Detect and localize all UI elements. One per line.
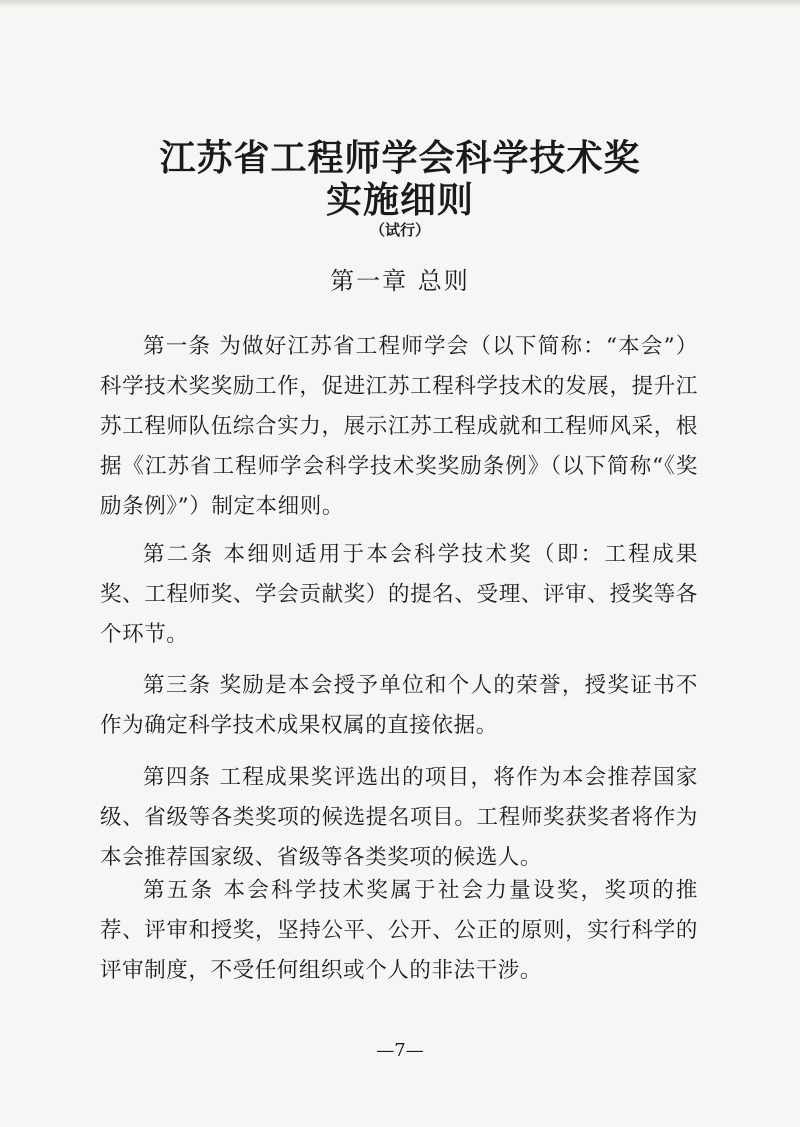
article-3: 第三条 奖励是本会授予单位和个人的荣誉，授奖证书不作为确定科学技术成果权属的直接依据。	[100, 672, 698, 738]
article-4: 第四条 工程成果奖评选出的项目，将作为本会推荐国家级、省级等各类奖项的候选提名项目。工程师奖获奖者将作为本会推荐国家级、省级等各类奖项的候选人。	[100, 764, 698, 870]
document-title-line2: 实施细则	[325, 179, 474, 221]
document-subtitle: （试行）	[369, 221, 430, 239]
document-title-line1: 江苏省工程师学会科学技术奖	[159, 137, 641, 179]
page-number: —7—	[376, 1040, 424, 1061]
chapter-heading: 第一章 总则	[330, 267, 470, 295]
article-2: 第二条 本细则适用于本会科学技术奖（即：工程成果奖、工程师奖、学会贡献奖）的提名、受理、评审、授奖等各个环节。	[100, 541, 698, 647]
article-1: 第一条 为做好江苏省工程师学会（以下简称：“本会”）科学技术奖奖励工作，促进江苏工程科学技术的发展，提升江苏工程师队伍综合实力，展示江苏工程成就和工程师风采，根据《江苏省工程师学会科学技术奖奖励条例》（以下简称“《奖励条例》”）制定本细则。	[100, 333, 698, 519]
scan-top-edge	[0, 0, 800, 8]
article-5: 第五条 本会科学技术奖属于社会力量设奖，奖项的推荐、评审和授奖，坚持公平、公开、公正的原则，实行科学的评审制度，不受任何组织或个人的非法干涉。	[100, 877, 698, 983]
